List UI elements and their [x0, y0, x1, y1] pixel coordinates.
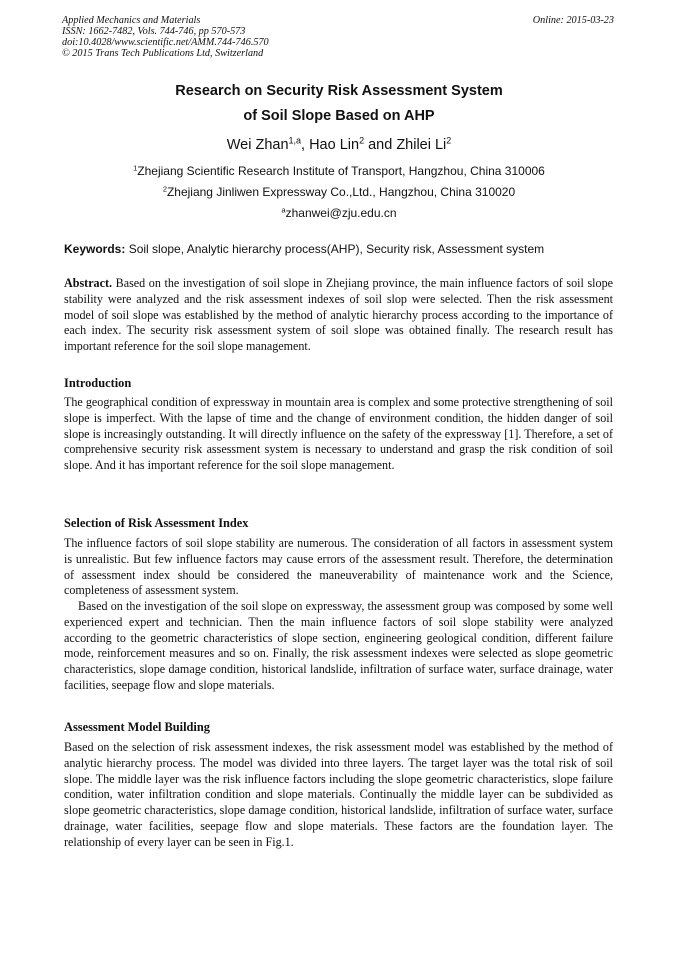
author-name: Zhilei Li	[396, 137, 447, 153]
author-affiliation-mark: 2	[446, 135, 452, 146]
affiliation-2	[0, 185, 678, 199]
doi-line: doi:10.4028/www.scientific.net/AMM.744-746.570	[62, 37, 269, 48]
abstract-label: Abstract.	[64, 276, 113, 290]
author-name: Hao Lin	[309, 137, 360, 153]
selection-paragraph-2: Based on the investigation of the soil slope on expressway, the assessment group was composed by some well experienced expert and technician. Then the main influence factors of soil slope stability were analyzed according to the geometric characteristics of slope section, engineering geological condition, different failure mode, reinforcement measures and so on. Finally, the risk assessment indexes were selected as slope geometric characteristics, slope damage condition, historical landslide, infiltration of surface water, surface drainage, water facilities, seepage flow and slope materials.	[64, 599, 613, 692]
keywords	[64, 242, 616, 256]
affiliation-1	[0, 164, 678, 178]
email-mark: a	[281, 205, 286, 215]
keywords-text: Soil slope, Analytic hierarchy process(AHP), Security risk, Assessment system	[128, 242, 545, 256]
email-text[interactable]: zhanwei@zju.edu.cn	[285, 206, 397, 220]
abstract	[64, 276, 613, 355]
journal-header	[62, 15, 269, 59]
author-name: Wei Zhan	[226, 137, 289, 153]
copyright-line: © 2015 Trans Tech Publications Ltd, Switzerland	[62, 48, 264, 59]
affiliation-mark: 2	[162, 184, 167, 194]
author-email	[0, 206, 678, 220]
section-heading-selection: Selection of Risk Assessment Index	[64, 516, 249, 530]
keywords-label: Keywords:	[64, 242, 126, 256]
affiliation-text: Zhejiang Jinliwen Expressway Co.,Ltd., Hangzhou, China 310020	[166, 185, 516, 199]
author-affiliation-mark: 2	[359, 135, 365, 146]
issn-line: ISSN: 1662-7482, Vols. 744-746, pp 570-573	[62, 26, 246, 37]
section-heading-introduction: Introduction	[64, 376, 132, 390]
paper-title-line-2: of Soil Slope Based on AHP	[243, 108, 435, 124]
section-heading-model: Assessment Model Building	[64, 720, 210, 734]
intro-paragraph: The geographical condition of expressway in mountain area is complex and some protective strengthening of soil slope is imperfect. With the lapse of time and the change of environment condition, the hidden danger of soil slope is increasingly outstanding. It will directly influence on the safety of the expressway [1]. Therefore, a set of comprehensive security risk assessment system is necessary to understand and grasp the risk condition of soil slope. And it has important reference for the soil slope management.	[64, 395, 613, 473]
author-affiliation-mark: 1,a	[288, 135, 302, 146]
author-separator: and	[364, 137, 397, 153]
affiliation-text: Zhejiang Scientific Research Institute of Transport, Hangzhou, China 310006	[137, 164, 545, 178]
selection-paragraph-1-text: The influence factors of soil slope stability are numerous. The consideration of all factors in assessment system is unrealistic. But few influence factors may cause errors of the assessment result. Therefore, the determination of assessment index should be considered the maneuverability of maintenance work and the Science, completeness of assessment system.	[64, 536, 613, 598]
paper-title-line-1: Research on Security Risk Assessment System	[175, 83, 503, 99]
selection-paragraph-1	[64, 536, 613, 599]
model-paragraph: Based on the selection of risk assessment indexes, the risk assessment model was established by the method of analytic hierarchy process. The model was divided into three layers. The target layer was the total risk of soil slope. The middle layer was the risk influence factors including the slope geometric characteristics, slope failure condition, water infiltration condition and slope materials. Continually the middle layer can be subdivided as slope geometric characteristics, slope damage condition, historical landslide, infiltration of surface water, surface drainage, water facilities, seepage flow and slope materials. These factors are the foundation layer. The relationship of every layer can be seen in Fig.1.	[64, 740, 613, 849]
online-date: Online: 2015-03-23	[532, 15, 614, 26]
abstract-text: Based on the investigation of soil slope in Zhejiang province, the main influence factors of soil slope stability were analyzed and the risk assessment indexes of soil slop were selected. Then the risk assessment model of soil slope was established by the method of analytic hierarchy process according to the importance of each index. The security risk assessment system of soil slope was obtained finally. The research result has important reference for the soil slope management.	[64, 276, 613, 354]
author-separator: ,	[301, 137, 310, 153]
author-list	[0, 137, 678, 153]
journal-name: Applied Mechanics and Materials	[62, 15, 201, 26]
affiliation-mark: 1	[133, 163, 138, 173]
